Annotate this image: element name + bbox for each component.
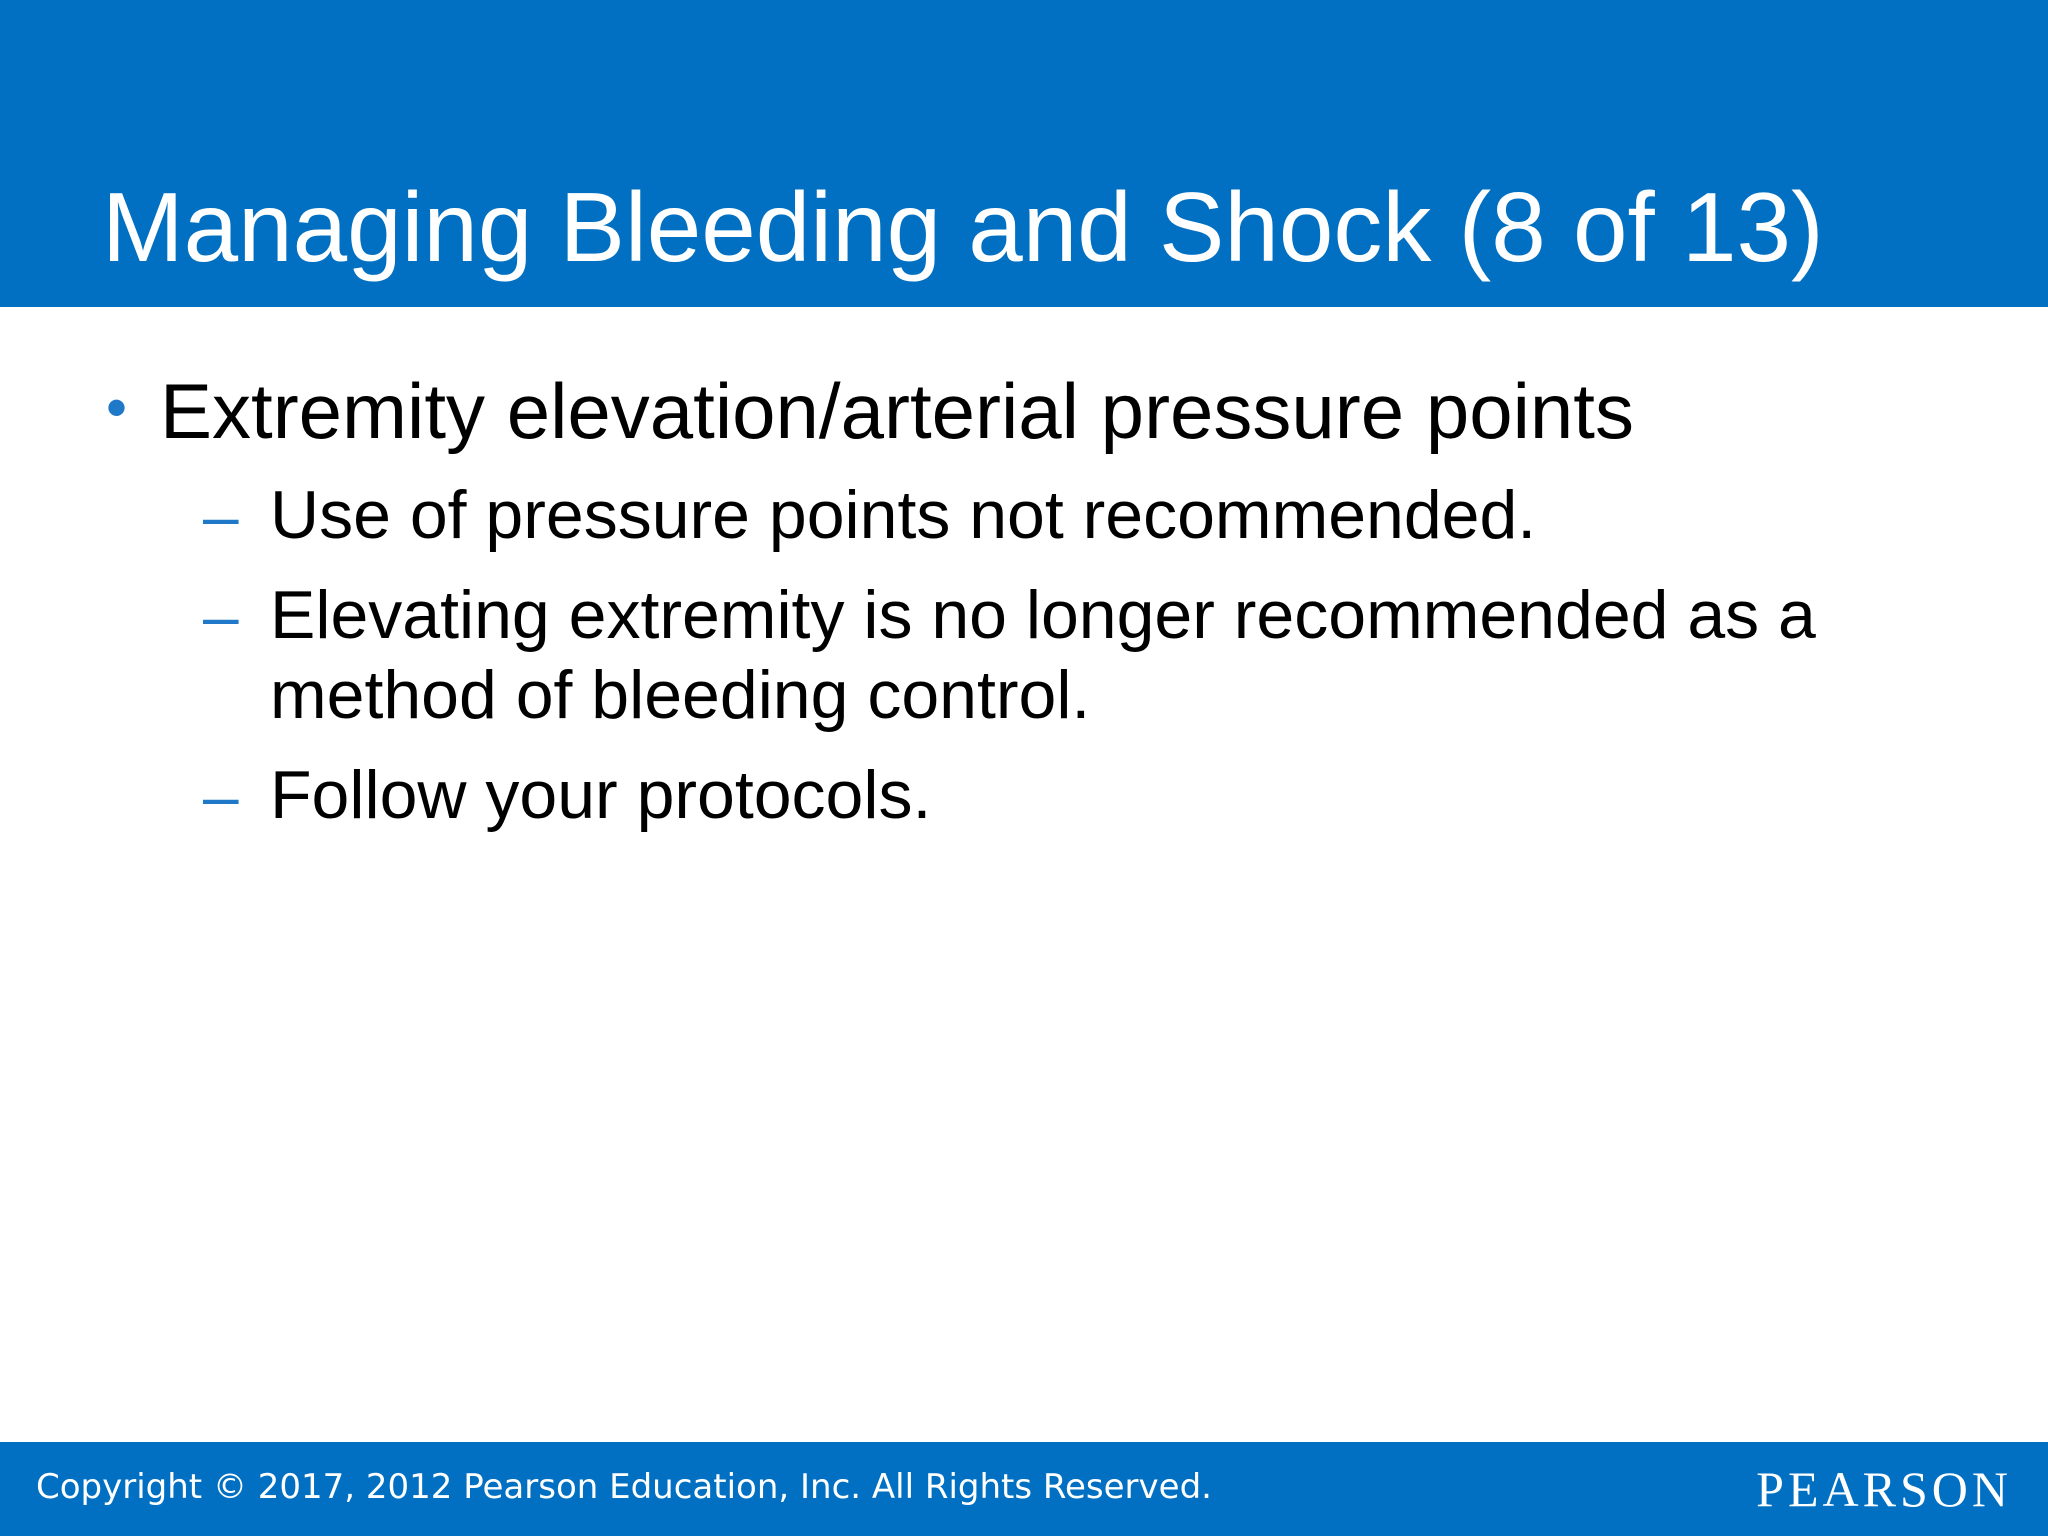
pearson-logo: PEARSON [1756, 1461, 2012, 1517]
copyright-notice: Copyright © 2017, 2012 Pearson Education, Inc. All Rights Reserved. [36, 1467, 1212, 1507]
sub-bullet-marker: – [203, 760, 239, 832]
bullet-text: Extremity elevation/arterial pressure points [160, 367, 1634, 455]
slide-title: Managing Bleeding and Shock (8 of 13) [102, 172, 1824, 282]
bullet-marker: • [106, 374, 128, 441]
sub-bullet-text: Use of pressure points not recommended. [270, 477, 1537, 553]
sub-bullet-text: Follow your protocols. [270, 757, 932, 833]
sub-bullet-marker: – [203, 580, 239, 652]
slide-footer [0, 1442, 2048, 1536]
slide-header [0, 0, 2048, 307]
sub-bullet-text: Elevating extremity is no longer recommended as a method of bleeding control. [270, 577, 1816, 733]
sub-bullet-marker: – [203, 480, 239, 552]
